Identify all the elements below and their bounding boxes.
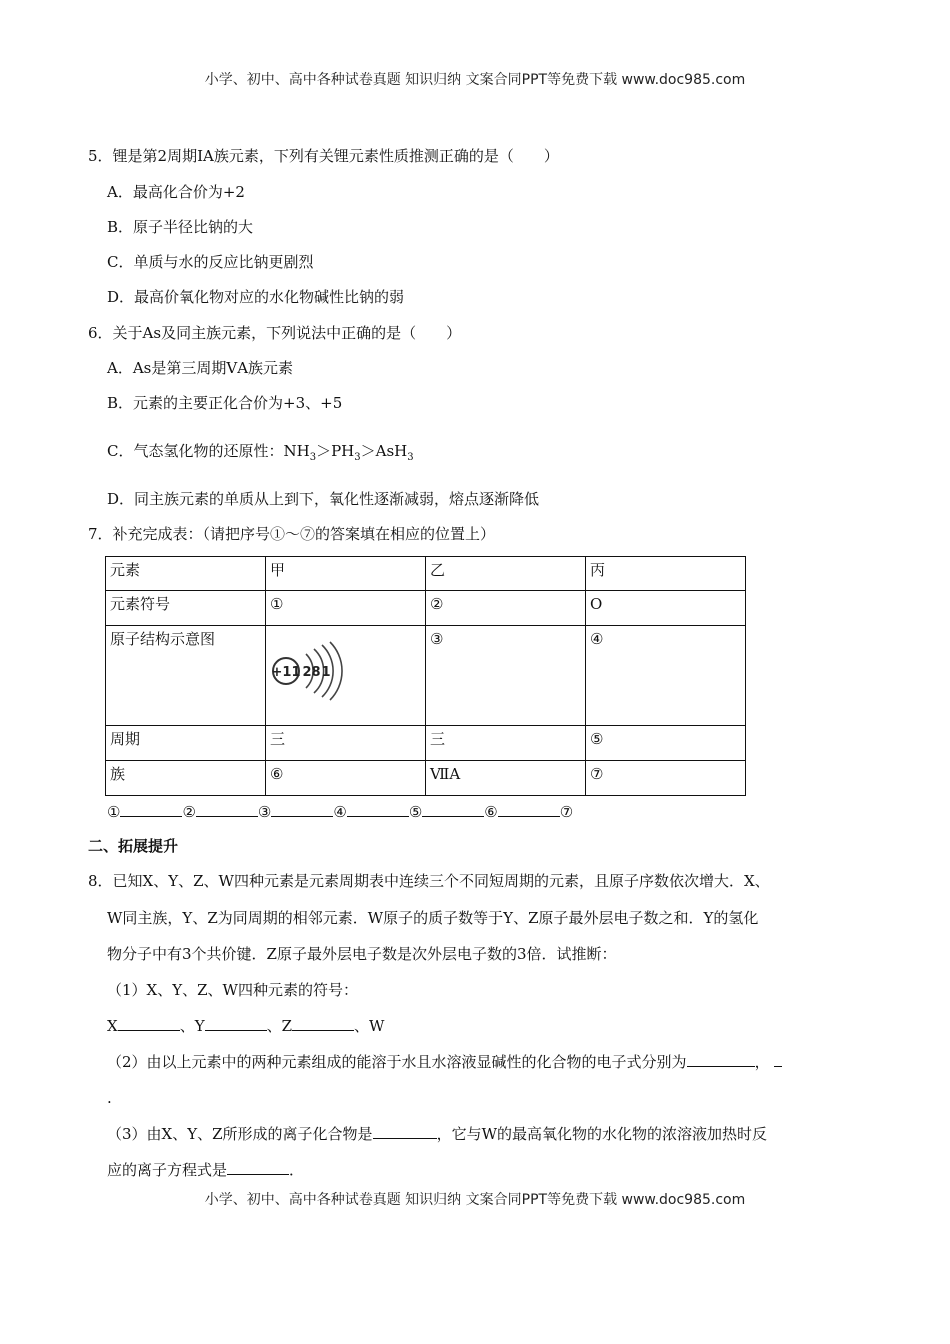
q6-option-c-prefix: C．气态氢化物的还原性：NH: [107, 442, 310, 460]
answer-label-2: ②: [182, 803, 196, 821]
answer-blank-p3-2[interactable]: [227, 1159, 289, 1175]
q6-sub-2: 3: [354, 452, 361, 463]
q7-stem: 7．补充完成表：（请把序号①～⑦的答案填在相应的位置上）: [88, 525, 496, 543]
q8-part3-line2: [107, 1159, 304, 1180]
q8-part2-sep: ，: [754, 1053, 770, 1071]
q8-part1-answers: [107, 1015, 384, 1036]
q8-part3-line1: [107, 1123, 767, 1144]
table-cell: ③: [426, 626, 586, 726]
answer-label-5: ⑤: [408, 803, 423, 821]
q6-stem: 6．关于As及同主族元素，下列说法中正确的是（ ）: [88, 324, 462, 342]
q6-gt-2: ＞: [360, 442, 376, 460]
sodium-atom-structure-diagram: [268, 636, 348, 706]
shell-electrons-3: 1: [321, 665, 331, 680]
answer-label-7: ⑦: [559, 803, 574, 821]
q5-option-b: B．原子半径比钠的大: [107, 218, 254, 236]
q8-line-3: 物分子中有3个共价键．Z原子最外层电子数是次外层电子数的3倍．试推断：: [107, 945, 617, 963]
table-cell: 丙: [586, 557, 746, 591]
table-row: [106, 591, 746, 626]
table-row: [106, 626, 746, 726]
table-row: [106, 557, 746, 591]
q8-line-1: 8．已知X、Y、Z、W四种元素是元素周期表中连续三个不同短周期的元素，且原子序数依次增大．X、: [88, 872, 770, 890]
q5-option-d: D．最高价氧化物对应的水化物碱性比钠的弱: [107, 288, 405, 306]
table-cell: 族: [106, 761, 266, 796]
q5-option-a: A．最高化合价为+2: [107, 183, 245, 201]
q8-part2-stem: （2）由以上元素中的两种元素组成的能溶于水且水溶液显碱性的化合物的电子式分别为: [107, 1053, 687, 1071]
answer-label-3: ③: [257, 803, 272, 821]
q8-part3-a: （3）由X、Y、Z所形成的离子化合物是: [107, 1125, 373, 1143]
answer-label-6: ⑥: [484, 803, 498, 821]
answer-blank-6[interactable]: [498, 801, 560, 817]
q6-option-d: D．同主族元素的单质从上到下，氧化性逐渐减弱，熔点逐渐降低: [107, 490, 540, 508]
q8-part2-end: .: [107, 1089, 112, 1107]
answer-blank-2[interactable]: [196, 801, 258, 817]
q6-option-c: [107, 441, 414, 468]
q8-part3-b: ，它与W的最高氧化物的水化物的浓溶液加热时反: [436, 1125, 767, 1143]
page-header: 小学、初中、高中各种试卷真题 知识归纳 文案合同PPT等免费下载 www.doc985.com: [204, 72, 746, 88]
table-cell-diagram: [266, 626, 426, 726]
answer-blank-p2-2[interactable]: [774, 1051, 782, 1067]
q8-line-2: W同主族，Y、Z为同周期的相邻元素．W原子的质子数等于Y、Z原子最外层电子数之和．Y的氢化: [107, 909, 759, 927]
table-row: [106, 726, 746, 761]
table-cell: O: [586, 591, 746, 626]
answer-blank-z[interactable]: [292, 1015, 354, 1031]
q6-ash: AsH: [375, 442, 408, 460]
answer-blank-p3-1[interactable]: [373, 1123, 437, 1139]
page-footer: 小学、初中、高中各种试卷真题 知识归纳 文案合同PPT等免费下载 www.doc985.com: [204, 1192, 746, 1208]
q7-answer-line: [107, 801, 573, 822]
q6-option-a: A．As是第三周期ⅤA族元素: [107, 359, 294, 377]
table-cell: 三: [426, 726, 586, 761]
q6-ph: PH: [331, 442, 355, 460]
answer-blank-5[interactable]: [422, 801, 484, 817]
shell-electrons-1: 2: [302, 665, 312, 680]
q5-stem: 5．锂是第2周期ⅠA族元素，下列有关锂元素性质推测正确的是（ ）: [88, 147, 559, 165]
table-cell: ⑤: [586, 726, 746, 761]
answer-blank-1[interactable]: [120, 801, 182, 817]
answer-blank-3[interactable]: [271, 801, 333, 817]
table-cell: ⅦA: [426, 761, 586, 796]
table-cell: 三: [266, 726, 426, 761]
answer-blank-x[interactable]: [118, 1015, 180, 1031]
table-cell: 元素: [106, 557, 266, 591]
table-cell: 周期: [106, 726, 266, 761]
section-title: 二、拓展提升: [88, 837, 179, 855]
q8-part3-c: 应的离子方程式是: [107, 1161, 228, 1179]
q8-part1-stem: （1）X、Y、Z、W四种元素的符号：: [107, 981, 358, 999]
q6-option-b: B．元素的主要正化合价为+3、+5: [107, 394, 343, 412]
label-z: 、Z: [266, 1017, 293, 1035]
answer-blank-p2-1[interactable]: [687, 1051, 755, 1067]
shell-electrons-2: 8: [311, 665, 321, 680]
table-cell: ④: [586, 626, 746, 726]
table-row: [106, 761, 746, 796]
q6-sub-3: 3: [407, 452, 414, 463]
table-cell: 原子结构示意图: [106, 626, 266, 726]
label-y: 、Y: [179, 1017, 205, 1035]
table-cell: 乙: [426, 557, 586, 591]
table-cell: ⑦: [586, 761, 746, 796]
answer-label-4: ④: [333, 803, 347, 821]
q8-part3-end: ．: [289, 1161, 305, 1179]
answer-blank-y[interactable]: [205, 1015, 267, 1031]
label-x: X: [107, 1017, 118, 1035]
table-cell: 甲: [266, 557, 426, 591]
nucleus-charge: +11: [271, 665, 301, 680]
answer-label-1: ①: [107, 803, 121, 821]
table-cell: ⑥: [266, 761, 426, 796]
element-table: [105, 556, 746, 796]
answer-blank-4[interactable]: [347, 801, 409, 817]
label-w: 、W: [354, 1017, 385, 1035]
q6-gt-1: ＞: [316, 442, 332, 460]
table-cell: ②: [426, 591, 586, 626]
q6-sub-1: 3: [309, 452, 317, 463]
q5-option-c: C．单质与水的反应比钠更剧烈: [107, 253, 314, 271]
q8-part2: [107, 1051, 782, 1072]
table-cell: ①: [266, 591, 426, 626]
table-cell: 元素符号: [106, 591, 266, 626]
